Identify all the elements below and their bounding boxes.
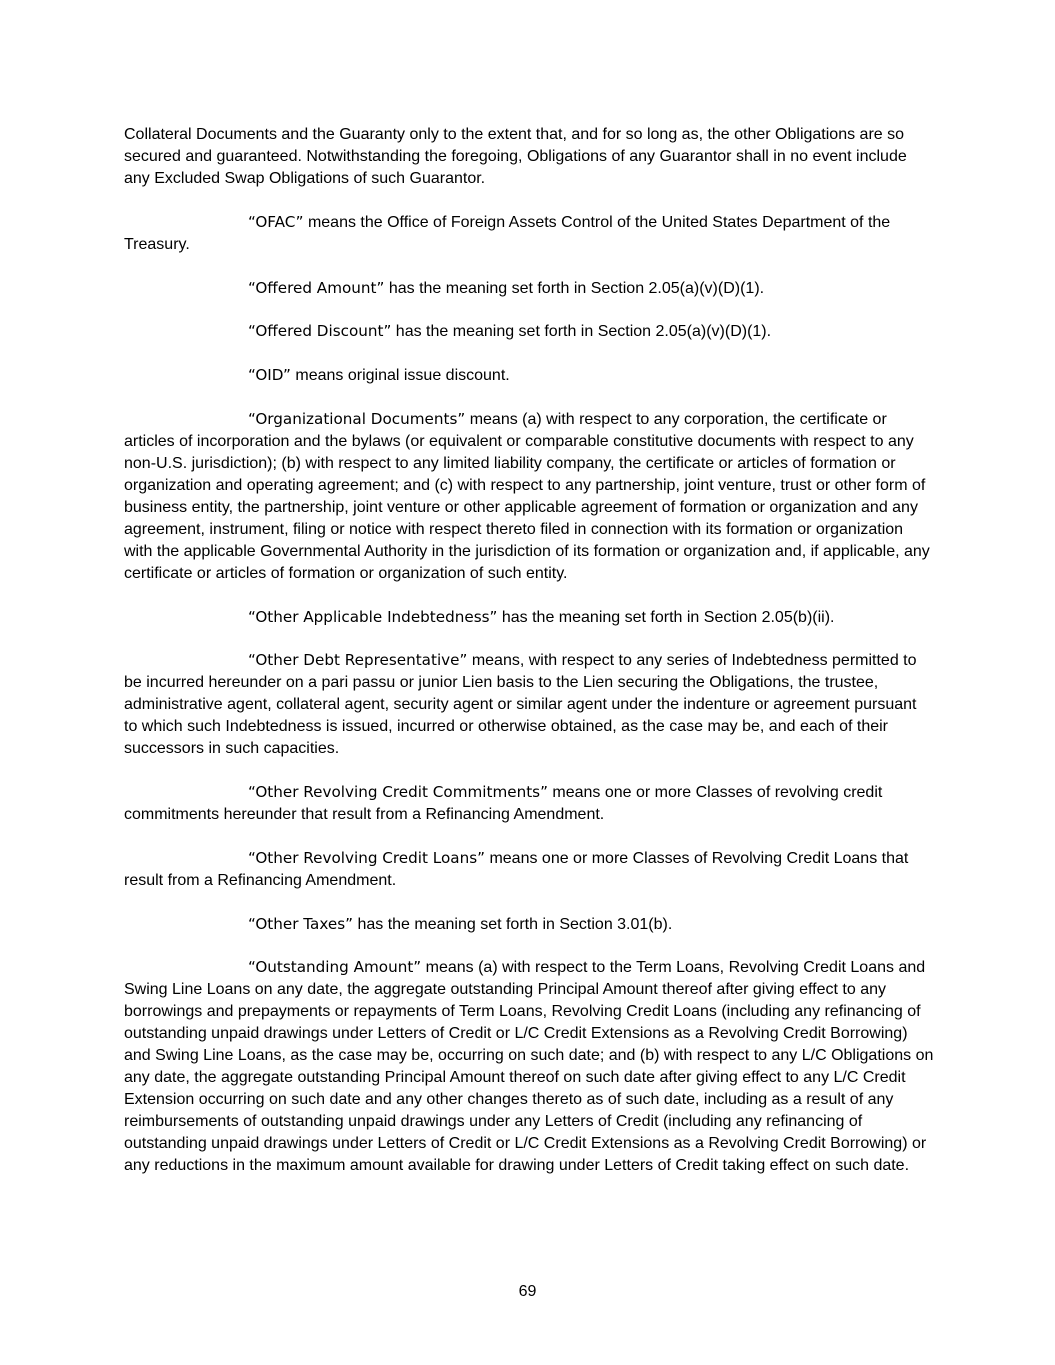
definition-other-applicable-indebtedness <box>124 607 934 629</box>
definition-outstanding-amount <box>124 957 934 1176</box>
defined-term: “Other Revolving Credit Commitments” <box>248 782 548 801</box>
definition-other-debt-representative <box>124 650 934 760</box>
definition-other-revolving-credit-loans <box>124 848 934 892</box>
definition-text: has the meaning set forth in Section 2.05(a)(v)(D)(1). <box>384 279 765 297</box>
defined-term: “Other Debt Representative” <box>248 651 468 670</box>
definition-offered-discount <box>124 321 934 343</box>
paragraph-text: Collateral Documents and the Guaranty only to the extent that, and for so long as, the other Obligations are so secured and guaranteed. Notwithstanding the foregoing, Obligations of any Guarantor shall in no event include any Excluded Swap Obligations of such Guarantor. <box>124 126 907 187</box>
definition-other-revolving-credit-commitments <box>124 782 934 826</box>
definition-text: has the meaning set forth in Section 3.01(b). <box>353 915 673 933</box>
definition-text: means original issue discount. <box>290 367 510 385</box>
document-body <box>124 124 934 1199</box>
definition-text: means one or more Classes of Revolving Credit Loans that result from a Refinancing Amendment. <box>124 849 909 889</box>
defined-term: “OFAC” <box>248 212 304 231</box>
defined-term: “Other Taxes” <box>248 914 353 933</box>
definition-organizational-documents <box>124 409 934 584</box>
defined-term: “Other Applicable Indebtedness” <box>248 607 498 626</box>
definition-text: means one or more Classes of revolving credit commitments hereunder that result from a Refinancing Amendment. <box>124 783 883 823</box>
definition-other-taxes <box>124 914 934 936</box>
defined-term: “Outstanding Amount” <box>248 958 422 977</box>
defined-term: “Offered Discount” <box>248 322 392 341</box>
paragraph-continuation <box>124 124 934 190</box>
definition-ofac <box>124 212 934 256</box>
definition-text: means (a) with respect to the Term Loans, Revolving Credit Loans and Swing Line Loans on any date, the aggregate outstanding Principal Amount thereof after giving effect to any borrowings and prepayments or repayments of Term Loans, Revolving Credit Loans (including any refinancing of outstanding unpaid drawings under Letters of Credit or L/C Credit Extensions as a Revolving Credit Borrowing) and Swing Line Loans, as the case may be, occurring on such date; and (b) with respect to any L/C Obligations on any date, the aggregate outstanding Principal Amount thereof on such date after giving effect to any L/C Credit Extension occurring on such date and any other changes thereto as of such date, including as a result of any reimbursements of outstanding unpaid drawings under any Letters of Credit (including any refinancing of outstanding unpaid drawings under Letters of Credit or L/C Credit Extensions as a Revolving Credit Borrowing) or any reductions in the maximum amount available for drawing under Letters of Credit taking effect on such date. <box>124 959 934 1174</box>
defined-term: “Organizational Documents” <box>248 410 466 429</box>
definition-offered-amount <box>124 278 934 300</box>
defined-term: “OID” <box>248 366 291 385</box>
definition-text: means the Office of Foreign Assets Control of the United States Department of the Treasury. <box>124 213 891 253</box>
page-number: 69 <box>518 1283 537 1300</box>
definition-oid <box>124 365 934 387</box>
defined-term: “Other Revolving Credit Loans” <box>248 848 485 867</box>
definition-text: has the meaning set forth in Section 2.05(b)(ii). <box>497 608 835 626</box>
definition-text: has the meaning set forth in Section 2.05(a)(v)(D)(1). <box>391 323 772 341</box>
defined-term: “Offered Amount” <box>248 278 385 297</box>
definition-text: means, with respect to any series of Indebtedness permitted to be incurred hereunder on a pari passu or junior Lien basis to the Lien securing the Obligations, the trustee, administrative agent, collateral agent, security agent or similar agent under the indenture or agreement pursuant to which such Indebtedness is issued, incurred or otherwise obtained, as the case may be, and each of their successors in such capacities. <box>124 652 917 758</box>
definition-text: means (a) with respect to any corporation, the certificate or articles of incorporation and the bylaws (or equivalent or comparable constitutive documents with respect to any non-U.S. jurisdiction); (b) with respect to any limited liability company, the certificate or articles of formation or organization and operating agreement; and (c) with respect to any partnership, joint venture, trust or other form of business entity, the partnership, joint venture or other applicable agreement of formation or organization and any agreement, instrument, filing or notice with respect thereto filed in connection with its formation or organization with the applicable Governmental Authority in the jurisdiction of its formation or organization and, if applicable, any certificate or articles of formation or organization of such entity. <box>124 411 930 582</box>
